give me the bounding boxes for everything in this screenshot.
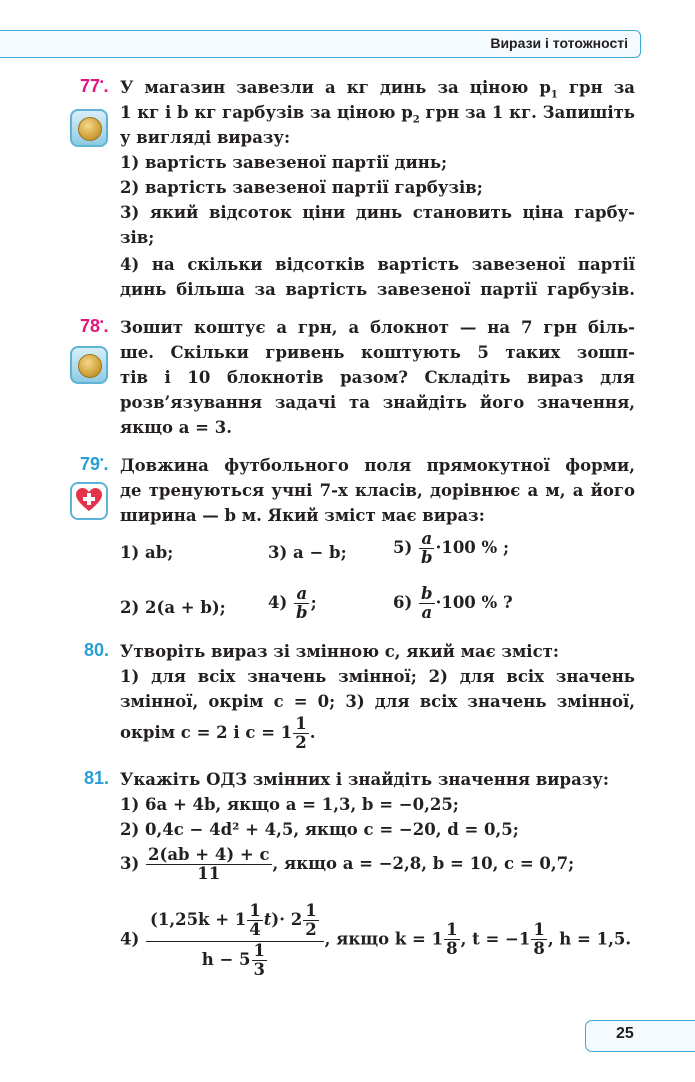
problem-77-line-3: у вигляді виразу: [120, 128, 291, 147]
coin-icon [70, 109, 108, 147]
problem-80-line-2: 1) для всіх значень змінної; 2) для всіх значень [120, 667, 635, 686]
problem-79-line-2: де тренуються учні 7-х класів, дорівнює a м, а його [120, 481, 635, 500]
problem-81-number: 81. [84, 768, 110, 788]
option-4: 4) $\frac{a}{b}$ ; [268, 584, 317, 623]
problem-77-line-4: 1) вартість завезеної партії динь; [120, 153, 448, 172]
option-6: 6) $\frac{b}{a}$ ·100 % ? [393, 584, 513, 623]
option-2: 2) 2(a + b); [120, 598, 226, 617]
problem-81-line-1: Укажіть ОДЗ змінних і знайдіть значення виразу: [120, 770, 609, 789]
problem-81-item-3: 3) $\frac{2(ab + 4) + c}{11}$ , якщо a = −2,8, b = 10, c = 0,7; [120, 845, 575, 884]
problem-77-line-8: 4) на скільки відсотків вартість завезеної партії [120, 255, 635, 274]
problem-78-line-4: розв’язування задачі та знайдіть його значення, [120, 393, 635, 412]
problem-78-line-5: якщо a = 3. [120, 418, 232, 437]
option-1: 1) ab; [120, 543, 174, 562]
section-title: Вирази і тотожності [490, 35, 628, 51]
problem-80-line-4: окрім c = 2 і c = 1 $\frac{1}{2}$ . [120, 714, 316, 753]
heart-plus-icon [70, 482, 108, 520]
problem-78-number: 78•. [80, 316, 109, 336]
problem-77-line-5: 2) вартість завезеної партії гарбузів; [120, 178, 483, 197]
coin-icon [70, 346, 108, 384]
problem-77-line-6: 3) який відсоток ціни динь становить ціна гарбу- [120, 203, 635, 222]
problem-77-line-2: 1 кг і b кг гарбузів за ціною $p_2$ грн за 1 кг. Запишіть [120, 103, 636, 126]
problem-81-line-3: 2) 0,4c − 4d² + 4,5, якщо c = −20, d = 0,5; [120, 820, 519, 839]
problem-79-line-1: Довжина футбольного поля прямокутної форми, [120, 456, 635, 475]
problem-78-line-3: тів і 10 блокнотів разом? Складіть вираз для [120, 368, 635, 387]
page-number: 25 [616, 1025, 634, 1042]
problem-80-line-3: змінної, окрім c = 0; 3) для всіх значень змінної, [120, 692, 635, 711]
page-number-box [585, 1020, 695, 1052]
problem-78-line-1: Зошит коштує a грн, а блокнот — на 7 грн біль- [120, 318, 635, 337]
problem-79-number: 79•. [80, 454, 109, 474]
problem-77-line-1: У магазин завезли a кг динь за ціною $p_1$ грн за [120, 78, 635, 101]
problem-77-line-9: динь більша за вартість завезеної партії гарбузів. [120, 280, 635, 299]
problem-80-number: 80. [84, 640, 110, 660]
problem-79-line-3: ширина — b м. Який зміст має вираз: [120, 506, 485, 525]
problem-77-number: 77•. [80, 76, 109, 96]
problem-77-line-7: зів; [120, 228, 155, 247]
problem-81-line-2: 1) 6a + 4b, якщо a = 1,3, b = −0,25; [120, 795, 459, 814]
option-3: 3) a − b; [268, 543, 347, 562]
problem-78-line-2: ше. Скільки гривень коштують 5 таких зошп- [120, 343, 635, 362]
option-5: 5) $\frac{a}{b}$ ·100 % ; [393, 529, 510, 568]
problem-80-line-1: Утворіть вираз зі змінною c, який має зміст: [120, 642, 559, 661]
problem-81-item-4: 4) (1,25k + 1 $\frac{1}{4}$ t)· 2 $\frac{1}{2}$ h − 5 $\frac{1}{3}$ , якщо k = 1 $\frac{1}{8}$ , t = −1 $\frac{1}{8}$ , h = 1,5. [120, 901, 632, 980]
running-header [0, 30, 641, 58]
